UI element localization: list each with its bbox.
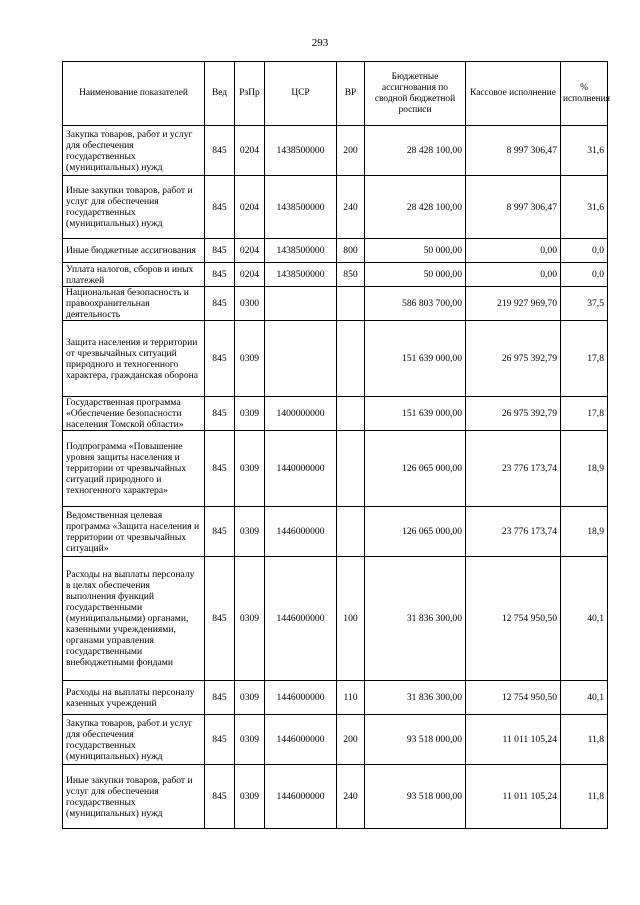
cell-rzpr: 0309 xyxy=(235,321,265,397)
cell-budget: 28 428 100,00 xyxy=(365,126,466,176)
cell-vr: 200 xyxy=(337,126,365,176)
table-row xyxy=(63,715,608,765)
cell-csr: 1446000000 xyxy=(265,715,337,765)
cell-vr xyxy=(337,507,365,557)
cell-ved: 845 xyxy=(205,321,235,397)
table-row xyxy=(63,431,608,507)
cell-csr: 1438500000 xyxy=(265,263,337,287)
cell-rzpr: 0204 xyxy=(235,239,265,263)
cell-rzpr: 0204 xyxy=(235,263,265,287)
cell-vr xyxy=(337,321,365,397)
cell-name: Иные закупки товаров, работ и услуг для обеспечения государственных (муниципальных) нужд xyxy=(63,765,205,829)
table-row xyxy=(63,507,608,557)
cell-cash: 0,00 xyxy=(466,239,561,263)
cell-name: Расходы на выплаты персоналу в целях обеспечения выполнения функций государственными (муниципальными) органами, казенными учреждениями, органами управления государственными внебюджетными фондами xyxy=(63,557,205,681)
cell-budget: 151 639 000,00 xyxy=(365,397,466,431)
cell-cash: 8 997 306,47 xyxy=(466,126,561,176)
cell-budget: 31 836 300,00 xyxy=(365,557,466,681)
cell-name: Расходы на выплаты персоналу казенных учреждений xyxy=(63,681,205,715)
cell-vr xyxy=(337,287,365,321)
cell-percent: 17,8 xyxy=(561,397,608,431)
header-budget: Бюджетные ассигнования по сводной бюджетной росписи xyxy=(365,62,466,126)
cell-vr: 850 xyxy=(337,263,365,287)
cell-csr: 1446000000 xyxy=(265,557,337,681)
cell-ved: 845 xyxy=(205,176,235,239)
cell-budget: 50 000,00 xyxy=(365,263,466,287)
cell-vr: 240 xyxy=(337,176,365,239)
cell-csr: 1446000000 xyxy=(265,507,337,557)
header-percent: % исполнения xyxy=(561,62,608,126)
cell-vr: 100 xyxy=(337,557,365,681)
cell-budget: 151 639 000,00 xyxy=(365,321,466,397)
table-row xyxy=(63,681,608,715)
cell-cash: 11 011 105,24 xyxy=(466,715,561,765)
cell-percent: 18,9 xyxy=(561,431,608,507)
cell-rzpr: 0309 xyxy=(235,715,265,765)
cell-rzpr: 0300 xyxy=(235,287,265,321)
cell-vr: 110 xyxy=(337,681,365,715)
cell-cash: 26 975 392,79 xyxy=(466,321,561,397)
cell-percent: 11,8 xyxy=(561,715,608,765)
cell-budget: 126 065 000,00 xyxy=(365,507,466,557)
cell-vr xyxy=(337,397,365,431)
table-row xyxy=(63,557,608,681)
cell-percent: 40,1 xyxy=(561,681,608,715)
cell-ved: 845 xyxy=(205,126,235,176)
cell-ved: 845 xyxy=(205,397,235,431)
cell-name: Государственная программа «Обеспечение безопасности населения Томской области» xyxy=(63,397,205,431)
cell-budget: 28 428 100,00 xyxy=(365,176,466,239)
header-cash: Кассовое исполнение xyxy=(466,62,561,126)
cell-ved: 845 xyxy=(205,263,235,287)
table-row xyxy=(63,765,608,829)
cell-rzpr: 0309 xyxy=(235,557,265,681)
header-vr: ВР xyxy=(337,62,365,126)
cell-name: Национальная безопасность и правоохранительная деятельность xyxy=(63,287,205,321)
cell-ved: 845 xyxy=(205,765,235,829)
header-rzpr: РзПр xyxy=(235,62,265,126)
cell-name: Иные закупки товаров, работ и услуг для обеспечения государственных (муниципальных) нужд xyxy=(63,176,205,239)
cell-name: Иные бюджетные ассигнования xyxy=(63,239,205,263)
cell-budget: 126 065 000,00 xyxy=(365,431,466,507)
cell-percent: 11,8 xyxy=(561,765,608,829)
cell-rzpr: 0309 xyxy=(235,681,265,715)
cell-name: Ведомственная целевая программа «Защита населения и территории от чрезвычайных ситуаций» xyxy=(63,507,205,557)
cell-cash: 219 927 969,70 xyxy=(466,287,561,321)
cell-csr xyxy=(265,321,337,397)
cell-name: Уплата налогов, сборов и иных платежей xyxy=(63,263,205,287)
cell-csr: 1438500000 xyxy=(265,239,337,263)
table-row xyxy=(63,321,608,397)
cell-csr: 1400000000 xyxy=(265,397,337,431)
cell-ved: 845 xyxy=(205,681,235,715)
cell-ved: 845 xyxy=(205,287,235,321)
cell-csr: 1440000000 xyxy=(265,431,337,507)
header-ved: Вед xyxy=(205,62,235,126)
page-number: 293 xyxy=(311,37,329,49)
cell-ved: 845 xyxy=(205,507,235,557)
cell-vr xyxy=(337,431,365,507)
cell-cash: 23 776 173,74 xyxy=(466,507,561,557)
cell-name: Защита населения и территории от чрезвычайных ситуаций природного и техногенного характера, гражданская оборона xyxy=(63,321,205,397)
cell-name: Закупка товаров, работ и услуг для обеспечения государственных (муниципальных) нужд xyxy=(63,126,205,176)
cell-rzpr: 0204 xyxy=(235,176,265,239)
cell-percent: 40,1 xyxy=(561,557,608,681)
cell-rzpr: 0309 xyxy=(235,431,265,507)
table-row xyxy=(63,176,608,239)
cell-percent: 0,0 xyxy=(561,263,608,287)
table-row xyxy=(63,397,608,431)
header-name: Наименование показателей xyxy=(63,62,205,126)
cell-name: Закупка товаров, работ и услуг для обеспечения государственных (муниципальных) нужд xyxy=(63,715,205,765)
cell-percent: 17,8 xyxy=(561,321,608,397)
table-row xyxy=(63,287,608,321)
cell-rzpr: 0204 xyxy=(235,126,265,176)
cell-vr: 200 xyxy=(337,715,365,765)
cell-ved: 845 xyxy=(205,715,235,765)
cell-percent: 37,5 xyxy=(561,287,608,321)
cell-name: Подпрограмма «Повышение уровня защиты населения и территории от чрезвычайных ситуаций природного и техногенного характера» xyxy=(63,431,205,507)
cell-budget: 50 000,00 xyxy=(365,239,466,263)
budget-table xyxy=(62,61,608,829)
table-row xyxy=(63,126,608,176)
table-row xyxy=(63,263,608,287)
cell-cash: 8 997 306,47 xyxy=(466,176,561,239)
cell-budget: 93 518 000,00 xyxy=(365,765,466,829)
cell-rzpr: 0309 xyxy=(235,765,265,829)
cell-budget: 586 803 700,00 xyxy=(365,287,466,321)
cell-rzpr: 0309 xyxy=(235,507,265,557)
table-body xyxy=(63,126,608,829)
header-csr: ЦСР xyxy=(265,62,337,126)
cell-cash: 26 975 392,79 xyxy=(466,397,561,431)
cell-csr: 1446000000 xyxy=(265,681,337,715)
cell-percent: 31,6 xyxy=(561,176,608,239)
cell-cash: 12 754 950,50 xyxy=(466,557,561,681)
cell-percent: 18,9 xyxy=(561,507,608,557)
cell-ved: 845 xyxy=(205,557,235,681)
cell-vr: 800 xyxy=(337,239,365,263)
cell-csr: 1446000000 xyxy=(265,765,337,829)
cell-cash: 0,00 xyxy=(466,263,561,287)
cell-csr xyxy=(265,287,337,321)
cell-cash: 11 011 105,24 xyxy=(466,765,561,829)
cell-rzpr: 0309 xyxy=(235,397,265,431)
cell-csr: 1438500000 xyxy=(265,176,337,239)
cell-vr: 240 xyxy=(337,765,365,829)
table-header-row xyxy=(63,62,608,126)
cell-cash: 12 754 950,50 xyxy=(466,681,561,715)
cell-ved: 845 xyxy=(205,239,235,263)
cell-ved: 845 xyxy=(205,431,235,507)
cell-cash: 23 776 173,74 xyxy=(466,431,561,507)
cell-percent: 0,0 xyxy=(561,239,608,263)
cell-percent: 31,6 xyxy=(561,126,608,176)
table-row xyxy=(63,239,608,263)
cell-csr: 1438500000 xyxy=(265,126,337,176)
cell-budget: 31 836 300,00 xyxy=(365,681,466,715)
cell-budget: 93 518 000,00 xyxy=(365,715,466,765)
